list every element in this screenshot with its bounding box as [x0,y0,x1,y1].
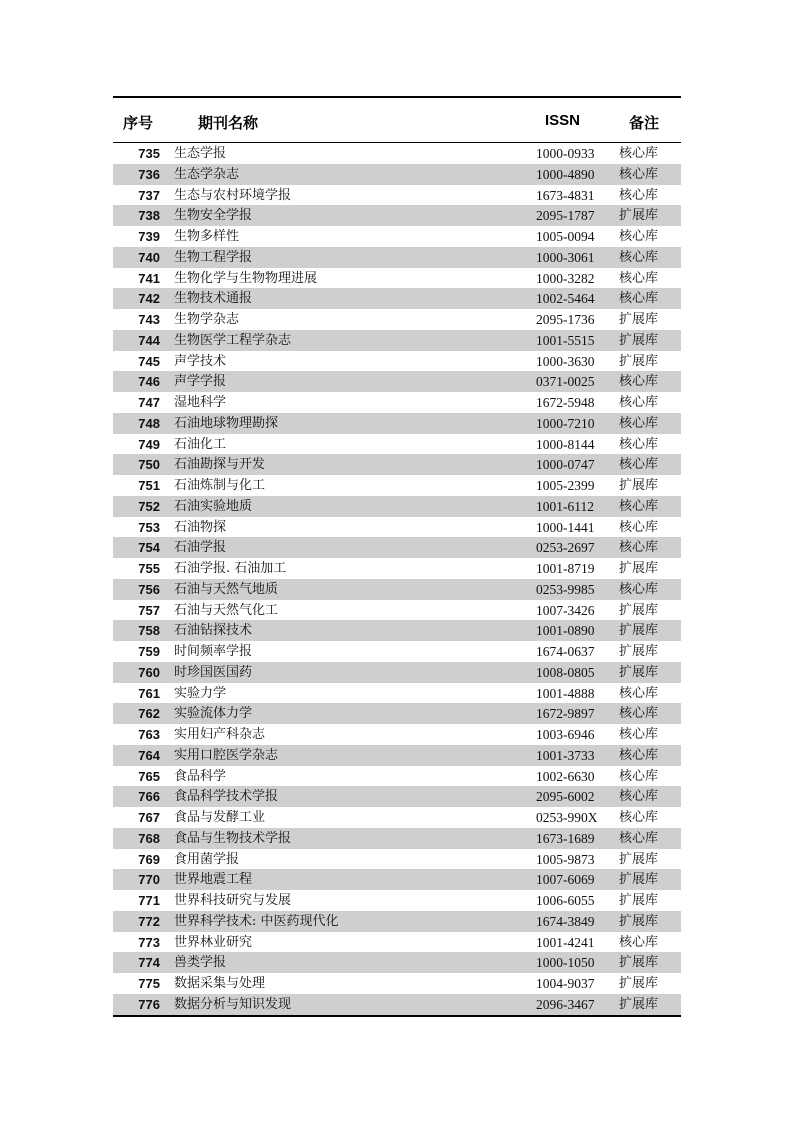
row-journal-name: 湿地科学 [174,395,227,410]
row-issn: 1000-3630 [536,353,595,369]
row-index: 748 [138,415,160,431]
row-journal-name: 生物工程学报 [174,249,253,265]
row-issn: 1007-6069 [536,872,595,888]
row-index: 745 [138,353,160,369]
row-index: 749 [138,436,160,452]
table-row [113,558,681,579]
row-issn: 0371-0025 [536,374,595,390]
journal-table [113,96,681,1017]
row-index: 775 [138,976,160,991]
row-index: 769 [138,851,160,867]
row-note: 扩展库 [619,976,659,991]
row-note: 核心库 [619,810,659,825]
row-issn: 1001-0890 [536,623,595,639]
row-journal-name: 实用口腔医学杂志 [174,747,279,763]
row-note: 核心库 [619,436,659,452]
row-index: 774 [138,955,160,971]
row-index: 773 [138,934,160,950]
row-issn: 1001-6112 [536,498,594,514]
row-index: 744 [138,332,160,348]
row-index: 768 [138,830,160,846]
row-note: 核心库 [619,187,659,203]
row-issn: 1000-3282 [536,270,595,286]
table-row [113,724,681,745]
row-index: 763 [138,727,160,742]
row-note: 扩展库 [619,913,659,929]
row-journal-name: 食品与发酵工业 [174,810,266,825]
row-issn: 1005-9873 [536,851,595,867]
row-journal-name: 生物医学工程学杂志 [174,332,292,348]
row-note: 核心库 [619,395,659,410]
table-row [113,745,681,766]
row-journal-name: 数据采集与处理 [174,976,266,991]
row-journal-name: 生物化学与生物物理进展 [174,270,318,286]
row-index: 738 [138,208,160,224]
table-row [113,226,681,247]
row-note: 扩展库 [619,332,659,348]
table-row [113,247,681,268]
row-issn: 1008-0805 [536,664,595,680]
row-note: 扩展库 [619,893,659,908]
table-row [113,330,681,351]
row-journal-name: 生态学报 [174,146,227,161]
row-note: 核心库 [619,934,659,950]
table-row [113,683,681,704]
row-note: 核心库 [619,540,659,556]
table-row [113,911,681,932]
row-issn: 2095-6002 [536,789,595,805]
row-issn: 1000-7210 [536,415,595,431]
row-note: 扩展库 [619,602,659,618]
row-issn: 1002-5464 [536,291,595,307]
header-journal-name: 期刊名称 [198,115,259,132]
row-journal-name: 石油学报 [174,540,227,556]
row-note: 核心库 [619,249,659,265]
row-note: 核心库 [619,270,659,286]
row-index: 754 [138,540,160,556]
header-index: 序号 [123,115,154,132]
row-issn: 1674-3849 [536,913,595,929]
row-issn: 1001-4241 [536,934,595,950]
row-index: 762 [138,706,160,722]
row-note: 核心库 [619,519,659,535]
row-journal-name: 石油钻探技术 [174,623,253,639]
row-issn: 1005-0094 [536,229,595,244]
row-issn: 1000-0747 [536,457,595,473]
table-row [113,371,681,392]
row-journal-name: 石油与天然气化工 [174,602,279,618]
row-issn: 1004-9037 [536,976,595,991]
row-index: 759 [138,644,160,659]
row-issn: 1007-3426 [536,602,595,618]
row-journal-name: 石油物探 [174,519,227,535]
row-index: 755 [138,561,160,576]
row-index: 746 [138,374,160,390]
table-row [113,600,681,621]
row-journal-name: 实验力学 [174,685,227,701]
row-note: 核心库 [619,747,659,763]
table-row [113,703,681,724]
row-index: 740 [138,249,160,265]
row-journal-name: 生物安全学报 [174,208,253,224]
row-issn: 1674-0637 [536,644,595,659]
table-row [113,434,681,455]
row-note: 核心库 [619,727,659,742]
row-issn: 1001-3733 [536,747,595,763]
table-row [113,662,681,683]
table-row [113,994,681,1015]
row-journal-name: 生物技术通报 [174,291,253,307]
table-row [113,828,681,849]
row-journal-name: 生态与农村环境学报 [174,187,292,203]
table-row [113,537,681,558]
row-journal-name: 石油学报. 石油加工 [174,561,287,576]
row-note: 核心库 [619,415,659,431]
row-issn: 0253-990X [536,810,598,825]
row-issn: 1000-1441 [536,519,595,535]
row-journal-name: 石油勘探与开发 [174,457,266,473]
header-issn: ISSN [545,112,581,129]
table-row [113,268,681,289]
row-index: 765 [138,768,160,784]
row-journal-name: 生物多样性 [174,229,240,244]
row-note: 扩展库 [619,664,659,680]
row-issn: 2095-1787 [536,208,595,224]
row-index: 761 [138,685,160,701]
row-journal-name: 实验流体力学 [174,706,253,722]
row-note: 核心库 [619,146,659,161]
row-journal-name: 食品科学技术学报 [174,789,279,805]
row-issn: 1000-1050 [536,955,595,971]
row-index: 772 [138,913,160,929]
table-row [113,351,681,372]
row-note: 扩展库 [619,353,659,369]
row-issn: 1001-4888 [536,685,595,701]
table-row [113,413,681,434]
row-issn: 2096-3467 [536,996,595,1012]
row-note: 扩展库 [619,851,659,867]
row-note: 核心库 [619,374,659,390]
row-index: 771 [138,893,160,908]
row-journal-name: 声学技术 [174,353,227,369]
row-note: 核心库 [619,166,659,182]
header-note: 备注 [629,115,660,132]
row-journal-name: 实用妇产科杂志 [174,727,266,742]
row-index: 741 [138,270,160,286]
row-journal-name: 兽类学报 [174,955,227,971]
row-index: 770 [138,872,160,888]
table-row [113,641,681,662]
row-index: 766 [138,789,160,805]
table-row [113,932,681,953]
row-note: 核心库 [619,581,659,597]
row-index: 764 [138,747,160,763]
row-journal-name: 石油与天然气地质 [174,581,279,597]
row-note: 核心库 [619,706,659,722]
row-index: 739 [138,229,160,244]
row-index: 758 [138,623,160,639]
table-body [113,143,681,1015]
row-index: 757 [138,602,160,618]
row-index: 743 [138,312,160,327]
table-row [113,517,681,538]
row-note: 扩展库 [619,623,659,639]
table-row [113,807,681,828]
row-issn: 1000-3061 [536,249,595,265]
row-index: 752 [138,498,160,514]
row-note: 扩展库 [619,955,659,971]
row-index: 737 [138,187,160,203]
row-issn: 1003-6946 [536,727,595,742]
row-index: 736 [138,166,160,182]
row-note: 扩展库 [619,872,659,888]
row-journal-name: 石油地球物理勘探 [174,415,279,431]
row-issn: 1001-5515 [536,332,595,348]
row-index: 751 [138,478,160,493]
table-header [113,98,681,142]
table-row [113,475,681,496]
row-index: 742 [138,291,160,307]
row-index: 760 [138,664,160,680]
row-journal-name: 石油化工 [174,436,227,452]
table-row [113,185,681,206]
row-note: 扩展库 [619,644,659,659]
row-issn: 1000-0933 [536,146,595,161]
table-row [113,164,681,185]
table-row [113,973,681,994]
row-note: 核心库 [619,768,659,784]
row-journal-name: 时珍国医国药 [174,664,253,680]
table-row [113,496,681,517]
row-note: 扩展库 [619,208,659,224]
table-row [113,454,681,475]
row-note: 核心库 [619,830,659,846]
row-index: 767 [138,810,160,825]
table-row [113,309,681,330]
row-journal-name: 生态学杂志 [174,166,240,182]
table-row [113,952,681,973]
row-note: 核心库 [619,789,659,805]
table-row [113,766,681,787]
row-issn: 1001-8719 [536,561,595,576]
row-journal-name: 食用菌学报 [174,851,240,867]
table-row [113,579,681,600]
row-index: 776 [138,996,160,1012]
row-note: 扩展库 [619,996,659,1012]
row-issn: 1002-6630 [536,768,595,784]
row-note: 扩展库 [619,478,659,493]
row-journal-name: 世界地震工程 [174,872,253,888]
row-note: 核心库 [619,498,659,514]
row-journal-name: 石油炼制与化工 [174,478,266,493]
table-row [113,620,681,641]
row-issn: 2095-1736 [536,312,595,327]
row-note: 扩展库 [619,312,659,327]
row-issn: 1005-2399 [536,478,595,493]
table-bottom-rule [113,1015,681,1017]
row-index: 735 [138,146,160,161]
row-note: 核心库 [619,229,659,244]
row-journal-name: 声学学报 [174,374,227,390]
row-issn: 1672-5948 [536,395,595,410]
row-index: 756 [138,581,160,597]
row-journal-name: 世界科学技术: 中医药现代化 [174,913,339,929]
row-journal-name: 食品与生物技术学报 [174,830,292,846]
table-row [113,890,681,911]
table-row [113,849,681,870]
row-index: 753 [138,519,160,535]
row-issn: 0253-2697 [536,540,595,556]
row-journal-name: 数据分析与知识发现 [174,996,292,1012]
row-note: 核心库 [619,291,659,307]
row-journal-name: 生物学杂志 [174,312,240,327]
row-note: 核心库 [619,685,659,701]
row-journal-name: 世界科技研究与发展 [174,893,292,908]
table-row [113,392,681,413]
row-index: 747 [138,395,160,410]
row-journal-name: 食品科学 [174,768,227,784]
row-issn: 1672-9897 [536,706,595,722]
table-row [113,869,681,890]
table-row [113,205,681,226]
row-issn: 1673-1689 [536,830,595,846]
table-row [113,143,681,164]
row-index: 750 [138,457,160,473]
row-issn: 1000-8144 [536,436,595,452]
row-note: 扩展库 [619,561,659,576]
row-journal-name: 石油实验地质 [174,498,253,514]
table-row [113,288,681,309]
row-journal-name: 世界林业研究 [174,934,253,950]
row-issn: 1000-4890 [536,166,595,182]
table-row [113,786,681,807]
row-issn: 1673-4831 [536,187,595,203]
row-journal-name: 时间频率学报 [174,644,253,659]
row-issn: 1006-6055 [536,893,595,908]
row-note: 核心库 [619,457,659,473]
row-issn: 0253-9985 [536,581,595,597]
